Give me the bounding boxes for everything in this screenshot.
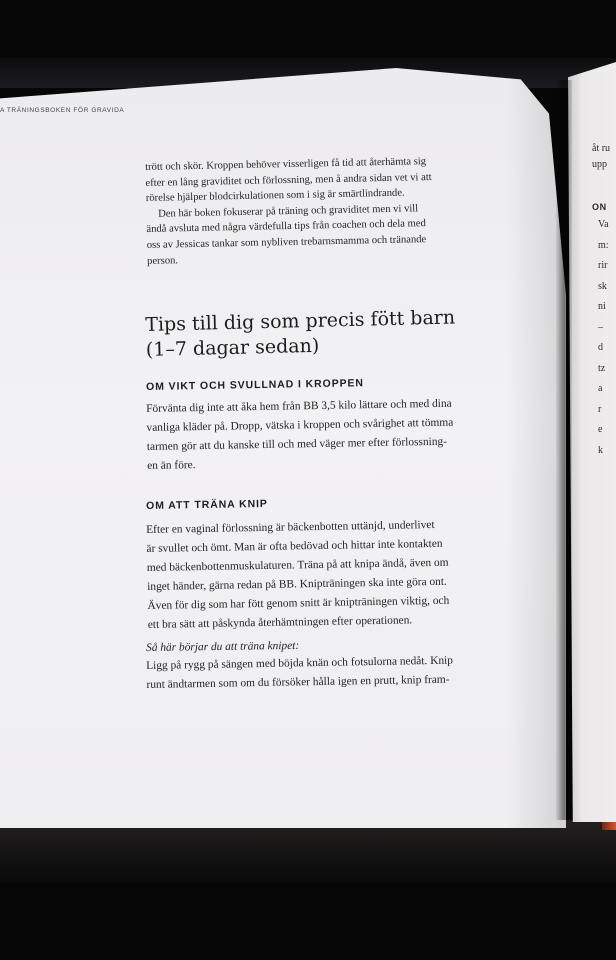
instruction-lead: Så här börjar du att träna knipet: bbox=[146, 639, 300, 654]
right-page-line: a bbox=[598, 383, 603, 394]
section-paragraph-pelvic-floor bbox=[146, 516, 450, 635]
paragraph-line: med bäckenbottenmuskulaturen. Träna på att knipa ändå, även om bbox=[146, 556, 449, 574]
right-page-line: m: bbox=[598, 239, 609, 251]
intro-line: efter en lång graviditet och förlossning, men å andra sidan vet vi att bbox=[145, 171, 432, 189]
right-page-line: sk bbox=[598, 280, 607, 292]
right-page-line: e bbox=[598, 424, 603, 435]
right-page-line: tz bbox=[598, 362, 606, 374]
paragraph-line: Förvänta dig inte att åka hem från BB 3,5 kilo lättare och med dina bbox=[146, 397, 452, 415]
paragraph-line: inget händer, gärna redan på BB. Knipträningen ska inte göra ont. bbox=[147, 575, 447, 593]
paragraph-line: runt ändtarmen som om du försöker hålla igen en prutt, knip fram- bbox=[146, 673, 450, 691]
section-title-pelvic-floor: OM ATT TRÄNA KNIP bbox=[146, 497, 268, 512]
paragraph-line: tarmen gör att du kanske till och med väger mer efter förlossning- bbox=[146, 435, 448, 453]
right-page-line: upp bbox=[592, 159, 607, 170]
intro-line: trött och skör. Kroppen behöver visserligen få tid att återhämta sig bbox=[145, 156, 427, 173]
instruction-paragraph bbox=[146, 652, 453, 695]
right-page-heading: ON bbox=[592, 202, 607, 212]
intro-line: rörelse hjälper blodcirkulationen som i sig är smärtlindrande. bbox=[145, 187, 405, 205]
right-page-top-text bbox=[592, 141, 610, 173]
paragraph-line: ett bra sätt att påskynda återhämtningen efter operationen. bbox=[147, 614, 413, 631]
heading-line: (1–7 dagar sedan) bbox=[145, 334, 320, 361]
paragraph-line: Även för dig som har fött genom snitt är knipträningen viktig, och bbox=[147, 594, 450, 612]
right-page-line: rir bbox=[598, 260, 608, 271]
right-page-text bbox=[598, 215, 609, 461]
paragraph-line: vanliga kläder på. Dropp, vätska i kroppen och svårighet att tömma bbox=[146, 416, 454, 434]
right-page-line: Va bbox=[598, 219, 609, 230]
intro-line: Den här boken fokuserar på träning och graviditet men vi vill bbox=[158, 203, 419, 220]
right-page bbox=[568, 62, 616, 822]
paragraph-line: en än före. bbox=[147, 459, 196, 472]
book-gutter-shadow bbox=[556, 80, 572, 820]
section-paragraph-weight bbox=[146, 395, 454, 476]
paragraph-line: Ligg på rygg på sängen med böjda knän och fotsulorna nedåt. Knip bbox=[146, 654, 454, 672]
chapter-heading bbox=[145, 305, 456, 363]
section-title-weight: OM VIKT OCH SVULLNAD I KROPPEN bbox=[146, 377, 364, 393]
right-page-line: åt ru bbox=[592, 143, 611, 154]
running-head: A TRÄNINGSBOKEN FÖR GRAVIDA bbox=[0, 107, 125, 114]
right-page-line: d bbox=[598, 342, 603, 353]
intro-line: ändå avsluta med några värdefulla tips från coachen och dela med bbox=[146, 218, 426, 236]
intro-line: person. bbox=[147, 254, 179, 267]
right-page-line: r bbox=[598, 403, 602, 415]
background-bottom bbox=[0, 820, 616, 882]
intro-line: oss av Jessicas tankar som nybliven trebarnsmamma och tränande bbox=[146, 234, 427, 251]
paragraph-line: Efter en vaginal förlossning är bäckenbotten uttänjd, underlivet bbox=[146, 518, 435, 536]
right-page-line: k bbox=[598, 444, 603, 456]
intro-paragraph bbox=[145, 152, 527, 269]
right-page-line: ni bbox=[598, 301, 606, 312]
right-page-line: – bbox=[598, 321, 603, 333]
paragraph-line: är svullet och ömt. Man är ofta bedövad och hittar inte kontakten bbox=[146, 537, 443, 555]
heading-line: Tips till dig som precis fött barn bbox=[145, 306, 456, 336]
